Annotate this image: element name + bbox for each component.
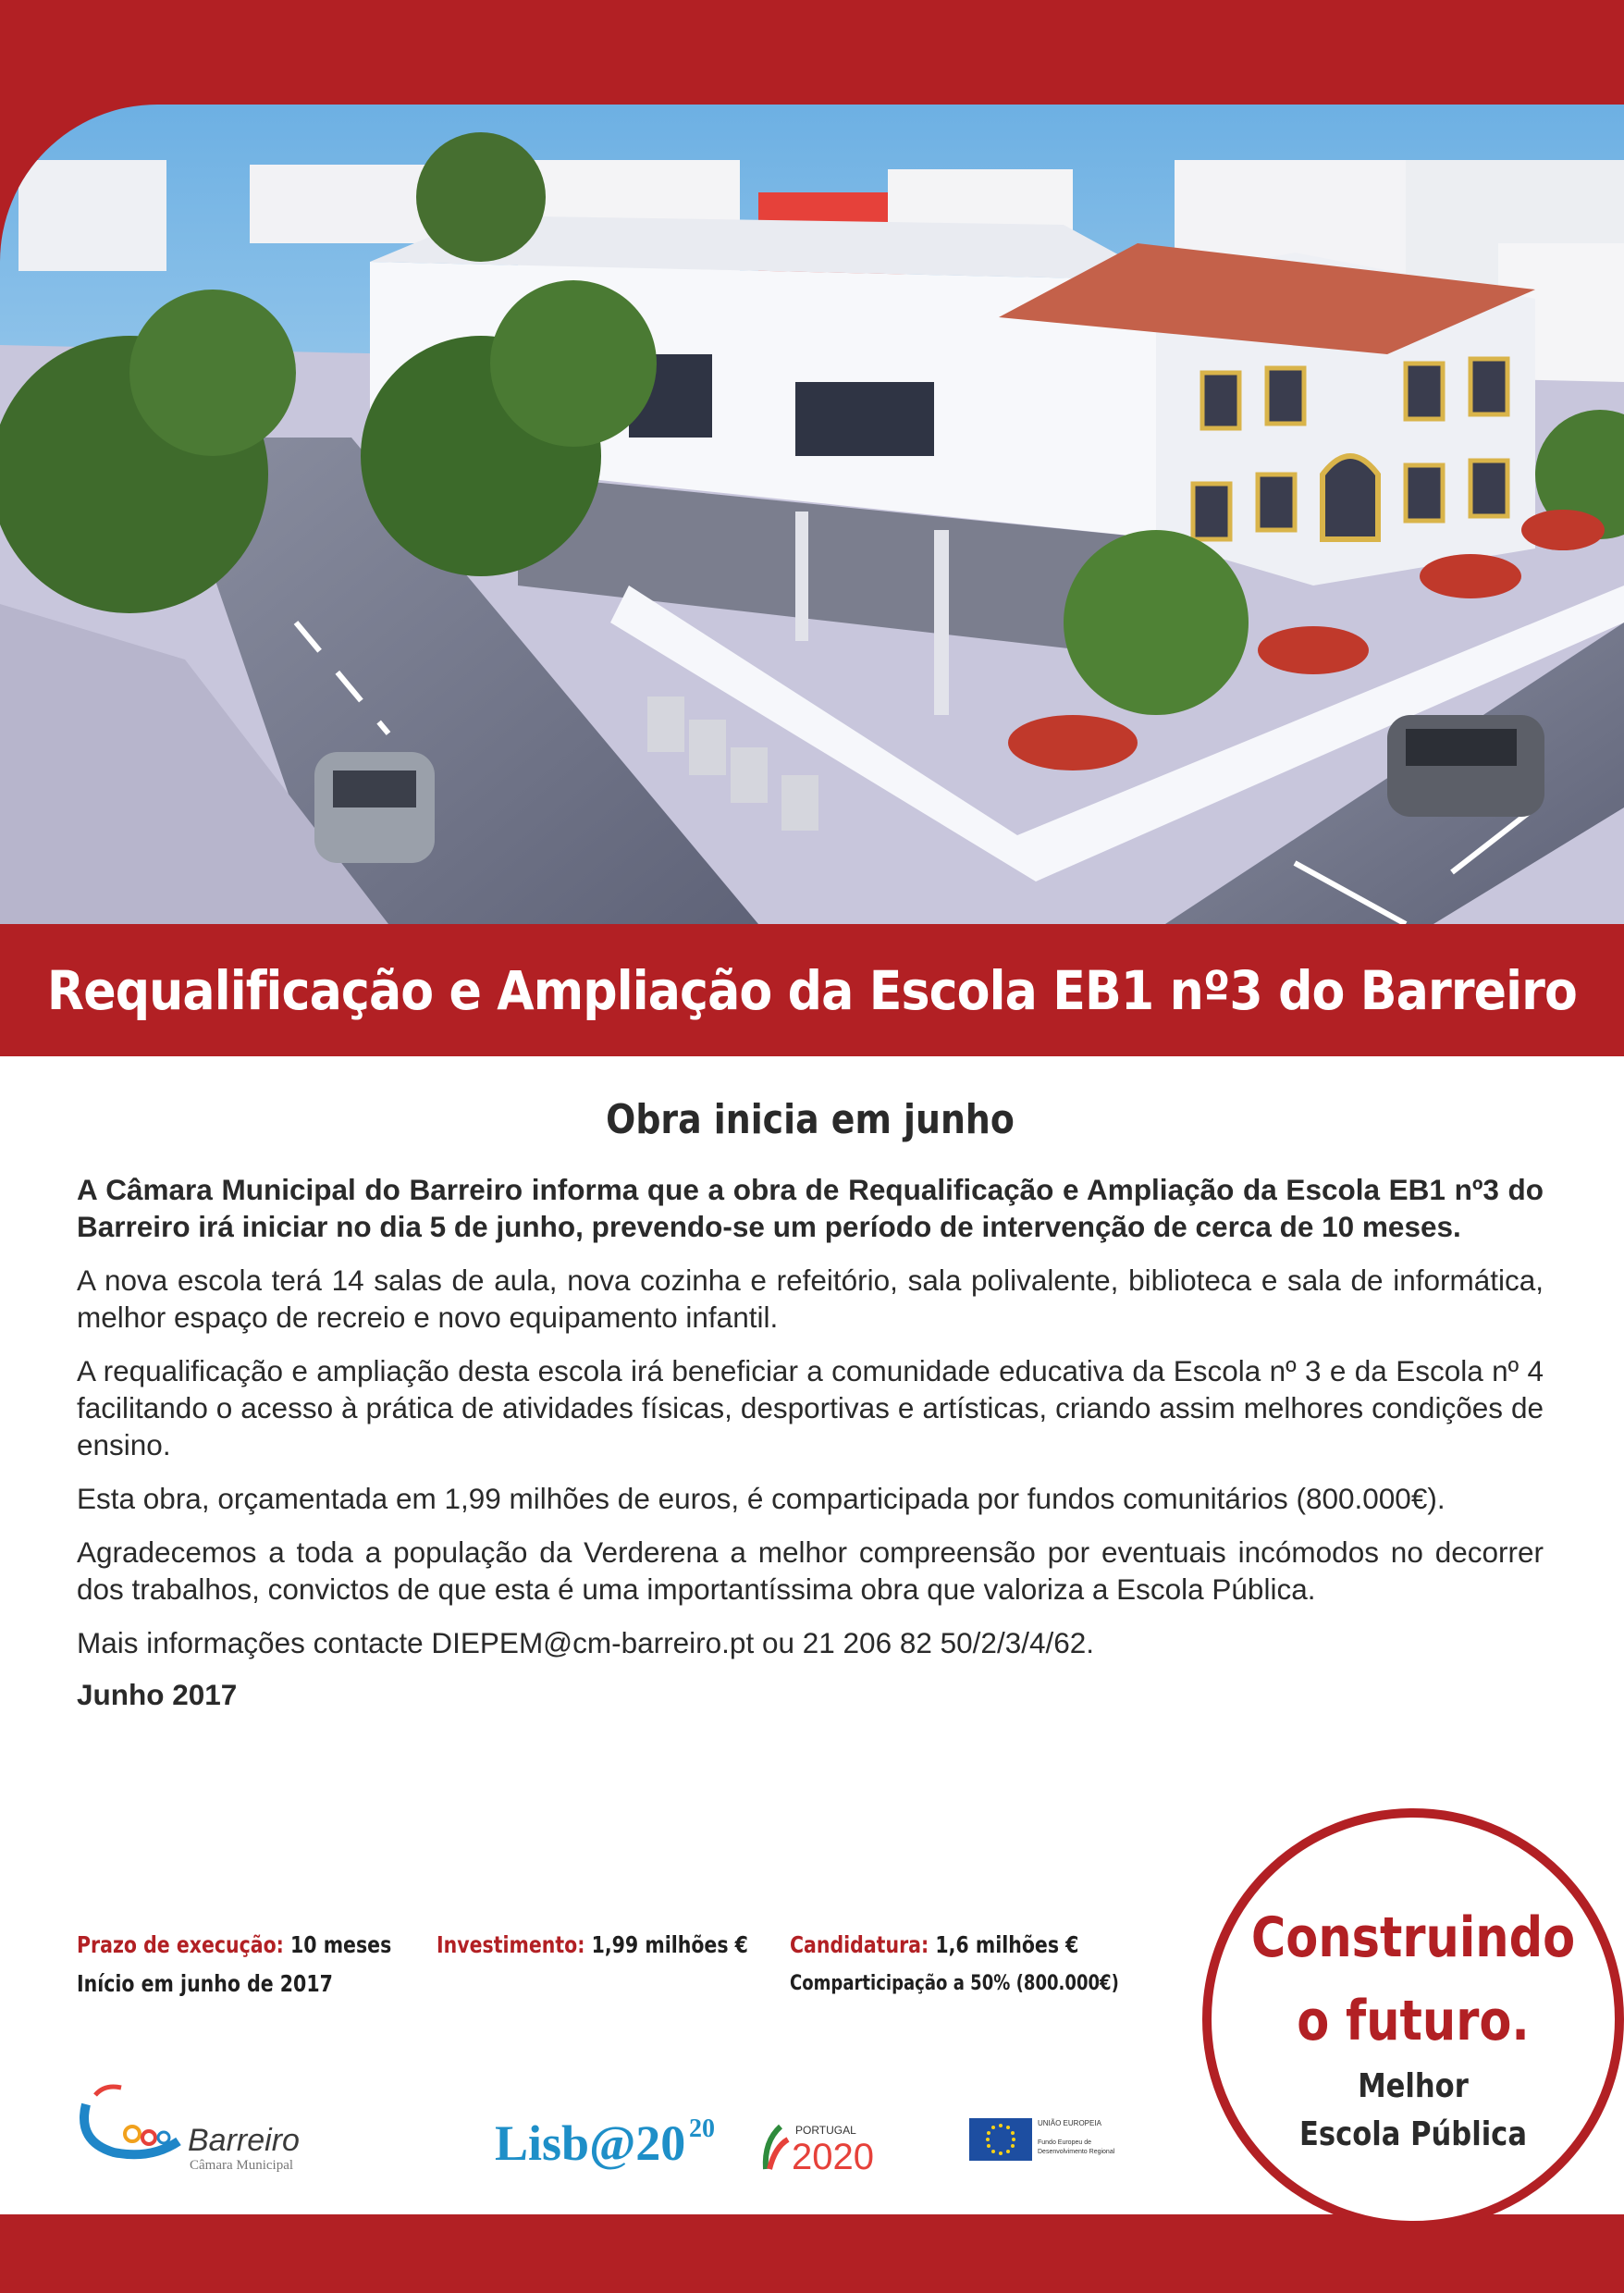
- top-red-band: [0, 0, 1624, 105]
- lisboa2020-logo: [495, 2109, 735, 2174]
- barreiro-sub: Câmara Municipal: [190, 2158, 294, 2173]
- investimento-value: 1,99 milhões €: [591, 1931, 748, 1958]
- title-banner: [0, 924, 1624, 1056]
- prazo-label: Prazo de execução:: [77, 1931, 284, 1958]
- fact-candidatura: [790, 1926, 1119, 2003]
- portugal-year: 2020: [792, 2137, 874, 2177]
- page-title: Requalificação e Ampliação da Escola EB1 nº3 do Barreiro: [46, 958, 1578, 1022]
- fact-prazo: [77, 1926, 391, 2003]
- intro-paragraph: A Câmara Municipal do Barreiro informa que a obra de Requalificação e Ampliação da Escola EB1 nº3 do Barreiro irá iniciar no dia 5 de junho, prevendo-se um período de intervenção de cerca de 10 meses.: [77, 1173, 1544, 1243]
- body-paragraph: A requalificação e ampliação desta escola irá beneficiar a comunidade educativa da Escola nº 3 e da Escola nº 4 facilitando o acesso à prática de atividades físicas, desportivas e artísticas, criando assim melhores condições de ensino.: [77, 1354, 1544, 1461]
- hero-image-frame: [0, 105, 1624, 924]
- badge-line-3: Melhor: [1358, 2067, 1469, 2105]
- candidatura-value: 1,6 milhões €: [935, 1931, 1079, 1958]
- fact-investimento: [437, 1926, 748, 1965]
- eu-line-1: UNIÃO EUROPEIA: [1038, 2119, 1101, 2127]
- body-paragraph: A nova escola terá 14 salas de aula, nova cozinha e refeitório, sala polivalente, biblioteca e sala de informática, melhor espaço de recreio e novo equipamento infantil.: [77, 1264, 1544, 1334]
- school-rendering-image: [0, 105, 1624, 924]
- contact-paragraph: Mais informações contacte DIEPEM@cm-barreiro.pt ou 21 206 82 50/2/3/4/62.: [77, 1626, 1095, 1659]
- lisboa-text: Lisb@20: [495, 2115, 686, 2171]
- subtitle: Obra inicia em junho: [606, 1096, 1015, 1143]
- portugal2020-logo: [758, 2114, 906, 2178]
- badge-line-1: Construindo: [1250, 1905, 1576, 1970]
- investimento-label: Investimento:: [437, 1931, 585, 1958]
- badge-text: [1212, 1896, 1615, 2159]
- badge-line-4: Escola Pública: [1299, 2115, 1527, 2153]
- eu-line-2: Fundo Europeu de: [1038, 2139, 1091, 2146]
- candidatura-label: Candidatura:: [790, 1931, 929, 1958]
- barreiro-logo: [77, 2077, 317, 2178]
- body-paragraph: Esta obra, orçamentada em 1,99 milhões de euros, é comparticipada por fundos comunitários (800.000€).: [77, 1482, 1446, 1515]
- body-paragraph: Agradecemos a toda a população da Verderena a melhor compreensão por eventuais incómodos no decorrer dos trabalhos, convictos de que esta é uma importantíssima obra que valoriza a Escola Pública.: [77, 1535, 1544, 1606]
- comparticipacao-text: Comparticipação a 50% (800.000€): [790, 1972, 1119, 1995]
- school-illustration: [0, 105, 1624, 924]
- barreiro-name: Barreiro: [188, 2123, 300, 2158]
- prazo-value: 10 meses: [290, 1931, 392, 1958]
- eu-line-3: Desenvolvimento Regional: [1038, 2149, 1115, 2155]
- badge-line-2: o futuro.: [1297, 1989, 1530, 2053]
- publication-date: Junho 2017: [77, 1678, 238, 1711]
- portugal-small: PORTUGAL: [795, 2124, 856, 2137]
- barreiro-emblem-icon: [77, 2077, 317, 2178]
- main-content: [77, 1096, 1544, 1712]
- lisboa-sup: 20: [689, 2114, 715, 2143]
- inicio-text: Início em junho de 2017: [77, 1970, 333, 1997]
- eu-logo: [969, 2116, 1136, 2163]
